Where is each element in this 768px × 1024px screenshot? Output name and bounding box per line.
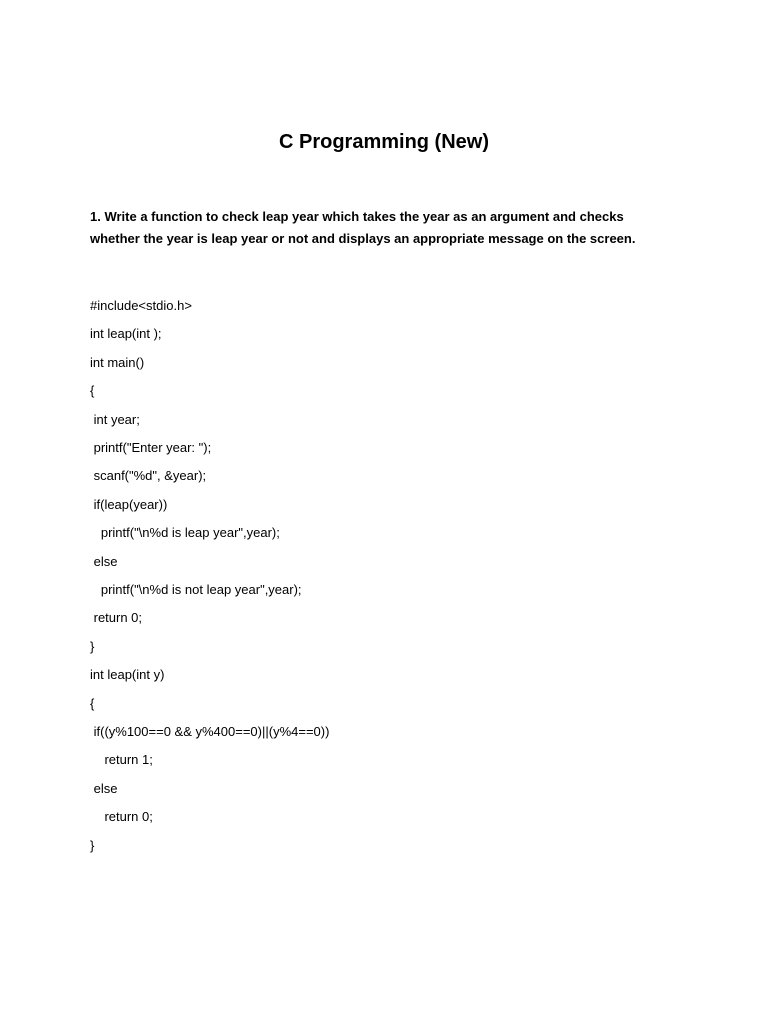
code-line: scanf("%d", &year); [90, 468, 207, 483]
code-line: return 1; [90, 752, 153, 767]
code-line: { [90, 383, 95, 398]
code-line: int leap(int y) [90, 667, 165, 682]
question-text [90, 206, 690, 250]
question-line-2: whether the year is leap year or not and displays an appropriate message on the screen. [90, 231, 636, 246]
code-line: return 0; [90, 809, 153, 824]
question-line-1: 1. Write a function to check leap year which takes the year as an argument and checks [90, 209, 624, 224]
code-line: printf("Enter year: "); [90, 440, 212, 455]
code-line: int leap(int ); [90, 326, 162, 341]
code-line: #include<stdio.h> [90, 298, 192, 313]
code-line: if((y%100==0 && y%400==0)||(y%4==0)) [90, 724, 330, 739]
code-line: int year; [90, 412, 140, 427]
code-line: } [90, 639, 95, 654]
code-line: else [90, 781, 118, 796]
code-line: printf("\n%d is not leap year",year); [90, 582, 302, 597]
page-title: C Programming (New) [278, 131, 490, 153]
code-line: else [90, 554, 118, 569]
code-line: printf("\n%d is leap year",year); [90, 525, 280, 540]
code-line: int main() [90, 355, 145, 370]
code-line: } [90, 838, 95, 853]
code-line: return 0; [90, 610, 143, 625]
code-line: if(leap(year)) [90, 497, 168, 512]
code-line: { [90, 696, 95, 711]
